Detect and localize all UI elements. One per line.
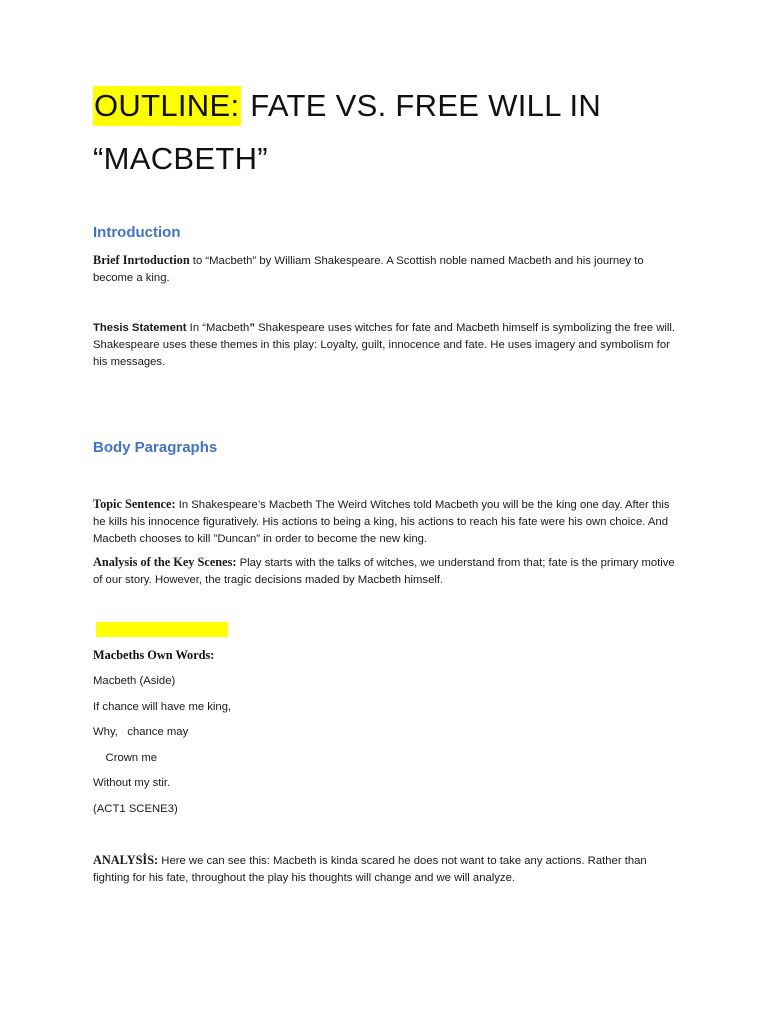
quote-line: Crown me	[93, 752, 158, 764]
title-text: FATE VS. FREE WILL IN	[241, 88, 602, 123]
key-scenes-label: Analysis of the Key Scenes:	[93, 555, 237, 569]
thesis-text-part-2: Shakespeare uses witches for fate and Macbeth himself is symbolizing the free will. Shakespeare uses these themes in this play: Loyalty, guilt, innocence and fate. He uses imagery and symbolism for his messages.	[93, 322, 676, 368]
macbeths-own-words-label: Macbeths Own Words:	[93, 648, 215, 662]
brief-introduction-label: Brief Inrtoduction	[93, 253, 190, 267]
topic-sentence-text: In Shakespeare’s Macbeth The Weird Witches told Macbeth you will be the king one day. After this he kills his innocence figuratively. His actions to being a king, his actions to reach his fate were his own choice. And Macbeth chooses to kill ”Duncan” in order to become the new king.	[93, 499, 670, 545]
brief-introduction-text: to “Macbeth” by William Shakespeare. A Scottish noble named Macbeth and his journey to become a king.	[93, 255, 644, 284]
thesis-statement-label: Thesis Statement	[93, 322, 187, 334]
brief-introduction-paragraph	[93, 252, 683, 287]
topic-sentence-label: Topic Sentence:	[93, 497, 176, 511]
analysis-label: ANALYSİS:	[93, 853, 159, 867]
thesis-text-part-1: In “Macbeth	[186, 322, 250, 334]
quote-citation: (ACT1 SCENE3)	[93, 803, 178, 815]
quote-line: If chance will have me king,	[93, 701, 232, 713]
document-title-line-2: “MACBETH”	[93, 141, 268, 176]
thesis-statement-paragraph	[93, 320, 683, 371]
analysis-paragraph	[93, 852, 683, 887]
document-title-line-1	[93, 90, 601, 121]
thesis-quote-mark: ”	[249, 322, 255, 334]
empty-highlight-bar	[96, 622, 228, 637]
quote-line: Macbeth (Aside)	[93, 675, 176, 687]
analysis-text: Here we can see this: Macbeth is kinda scared he does not want to take any actions. Rather than fighting for his fate, throughout the play his thoughts will change and we will analyze.	[93, 855, 647, 884]
outline-highlight: OUTLINE:	[93, 86, 241, 126]
topic-sentence-paragraph	[93, 496, 683, 548]
body-paragraphs-heading: Body Paragraphs	[93, 439, 218, 456]
key-scenes-text: Play starts with the talks of witches, we understand from that; fate is the primary motive of our story. However, the tragic decisions maded by Macbeth himself.	[93, 557, 675, 586]
introduction-heading: Introduction	[93, 224, 181, 241]
quote-line: Without my stir.	[93, 777, 171, 789]
quote-line: Why, chance may	[93, 726, 189, 738]
key-scenes-paragraph	[93, 554, 683, 589]
